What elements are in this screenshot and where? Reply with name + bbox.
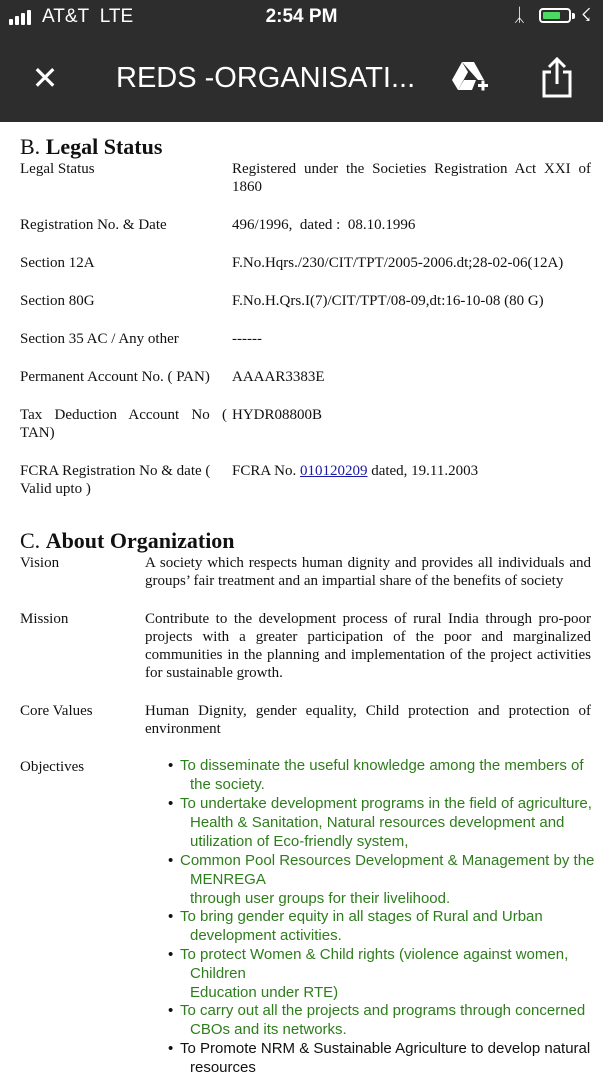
vision-text: A society which respects human dignity and provides all individuals and groups’ fair treatment and an impartial share of the benefits of society xyxy=(145,555,591,589)
legal-status-label: Legal Status xyxy=(20,161,95,177)
legal-status-value: Registered under the Societies Registration Act XXI of 1860 xyxy=(232,161,591,195)
bluetooth-icon: ᛣ xyxy=(514,5,525,25)
core-values-text: Human Dignity, gender equality, Child protection and protection of environment xyxy=(145,703,591,737)
vision-label: Vision xyxy=(20,555,60,571)
section-35ac-label: Section 35 AC / Any other xyxy=(20,331,179,347)
fcra-label: FCRA Registration No & date ( Valid upto ) xyxy=(20,463,211,497)
core-values-label: Core Values xyxy=(20,703,93,719)
section-80g-value: F.No.H.Qrs.I(7)/CIT/TPT/08-09,dt:16-10-08 (80 G) xyxy=(232,293,544,309)
section-heading-legal-status: B. Legal Status xyxy=(20,134,163,159)
section-heading-about-organization: C. About Organization xyxy=(20,528,235,553)
mission-text: Contribute to the development process of rural India through pro-poor projects with a greater participation of the poor and marginalized communities in the planning and implementation of the project activities for sustainable growth. xyxy=(145,611,591,681)
registration-value: 496/1996, dated : 08.10.1996 xyxy=(232,217,416,233)
pan-value: AAAAR3383E xyxy=(232,369,325,385)
objectives-label: Objectives xyxy=(20,759,85,775)
document-title: REDS -ORGANISATI... xyxy=(116,62,416,94)
tan-value: HYDR08800B xyxy=(232,407,323,423)
top-bar xyxy=(0,0,603,122)
objective-item: • To bring gender equity in all stages of Rural and Urban development activities. xyxy=(168,908,543,944)
battery-icon xyxy=(539,8,571,23)
section-12a-label: Section 12A xyxy=(20,255,95,271)
objective-item: • To Promote NRM & Sustainable Agriculture to develop natural resources xyxy=(168,1040,591,1073)
clock: 2:54 PM xyxy=(265,6,338,27)
registration-label: Registration No. & Date xyxy=(20,217,167,233)
objective-item: • To undertake development programs in the field of agriculture, Health & Sanitation, Natural resources development and utilization of Eco-friendly system, xyxy=(168,795,592,850)
objective-item: • To disseminate the useful knowledge among the members of the society. xyxy=(168,757,584,793)
mission-label: Mission xyxy=(20,611,69,627)
charging-bolt-icon: ☇ xyxy=(581,5,592,25)
fcra-value: FCRA No. 010120209 dated, 19.11.2003 xyxy=(232,463,479,479)
section-35ac-value: ------ xyxy=(232,331,262,347)
objective-item: • To carry out all the projects and programs through concerned CBOs and its networks. xyxy=(168,1002,586,1038)
tan-label: Tax Deduction Account No ( TAN) xyxy=(20,407,231,441)
status-bar xyxy=(0,0,603,34)
objective-item: • To protect Women & Child rights (violence against women, Children Education under RTE) xyxy=(168,946,569,1001)
section-80g-label: Section 80G xyxy=(20,293,95,309)
pan-label: Permanent Account No. ( PAN) xyxy=(20,369,210,385)
section-12a-value: F.No.Hqrs./230/CIT/TPT/2005-2006.dt;28-02-06(12A) xyxy=(232,255,564,271)
close-icon[interactable]: ✕ xyxy=(31,59,59,97)
fcra-number-link[interactable]: 010120209 xyxy=(299,463,368,479)
carrier-network: AT&T LTE xyxy=(42,6,134,27)
share-icon[interactable] xyxy=(540,56,574,98)
document-page xyxy=(0,122,603,1073)
objective-item: • Common Pool Resources Development & Management by the MENREGA through user groups for their livelihood. xyxy=(168,852,595,907)
add-to-drive-icon[interactable] xyxy=(450,60,490,96)
battery-tip xyxy=(572,13,575,19)
battery-fill xyxy=(543,12,560,19)
